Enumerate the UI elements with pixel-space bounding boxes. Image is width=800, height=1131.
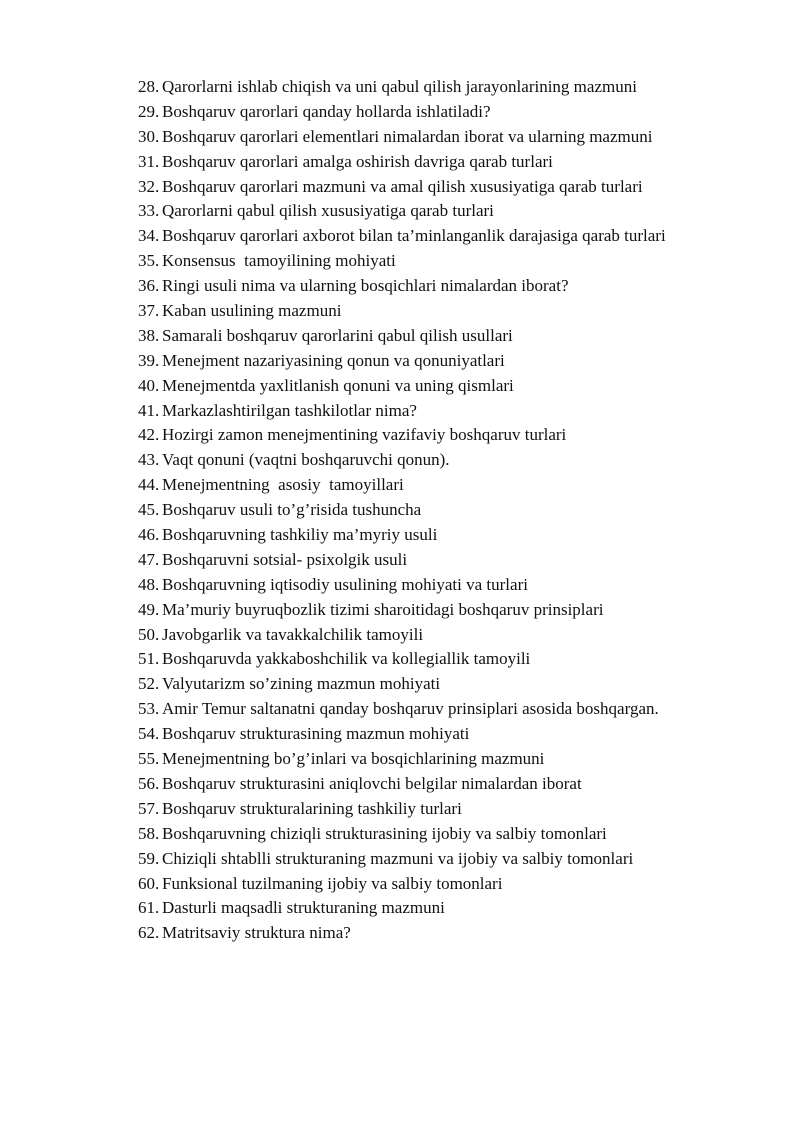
question-text: Boshqaruvda yakkaboshchilik va kollegiallik tamoyili — [162, 649, 531, 669]
question-item — [138, 672, 666, 697]
question-text: Boshqaruvning iqtisodiy usulining mohiyati va turlari — [162, 574, 528, 594]
question-number: 28. — [138, 77, 160, 96]
question-number: 60. — [138, 873, 160, 893]
question-number: 40. — [138, 375, 160, 395]
question-text: Chiziqli shtablli strukturaning mazmuni va ijobiy va salbiy tomonlari — [162, 848, 634, 868]
question-number: 54. — [138, 724, 160, 744]
question-item — [138, 921, 666, 946]
question-item — [138, 896, 666, 921]
question-number: 57. — [138, 798, 160, 818]
question-number: 36. — [138, 276, 160, 296]
question-number: 62. — [138, 923, 160, 943]
question-text: Vaqt qonuni (vaqtni boshqaruvchi qonun). — [162, 450, 450, 470]
question-text: Menejmentning bo’g’inlari va bosqichlarining mazmuni — [162, 749, 545, 769]
question-text: Funksional tuzilmaning ijobiy va salbiy tomonlari — [162, 873, 503, 893]
question-number: 45. — [138, 500, 160, 520]
question-item — [138, 274, 666, 299]
question-text: Ma’muriy buyruqbozlik tizimi sharoitidagi boshqaruv prinsiplari — [162, 599, 604, 619]
question-text: Menejment nazariyasining qonun va qonuniyatlari — [162, 350, 505, 370]
question-number: 35. — [138, 251, 160, 271]
question-text: Boshqaruv strukturasining mazmun mohiyati — [162, 724, 470, 744]
question-number: 43. — [138, 450, 160, 470]
question-text: Konsensus tamoyilining mohiyati — [162, 251, 396, 271]
question-item — [138, 548, 666, 573]
question-number: 51. — [138, 649, 160, 669]
question-item — [138, 498, 666, 523]
question-item — [138, 199, 666, 224]
question-item — [138, 349, 666, 374]
question-item — [138, 399, 666, 424]
question-number: 29. — [138, 101, 160, 121]
question-text: Samarali boshqaruv qarorlarini qabul qilish usullari — [162, 325, 513, 345]
question-item — [138, 75, 666, 100]
question-text: Hozirgi zamon menejmentining vazifaviy boshqaruv turlari — [162, 425, 567, 445]
question-text: Kaban usulining mazmuni — [162, 301, 342, 321]
question-text: Ringi usuli nima va ularning bosqichlari nimalardan iborat? — [162, 276, 569, 296]
question-item — [138, 573, 666, 598]
question-item — [138, 249, 666, 274]
question-number: 39. — [138, 350, 160, 370]
question-number: 56. — [138, 773, 160, 793]
question-number: 58. — [138, 823, 160, 843]
question-text: Menejmentning asosiy tamoyillari — [162, 475, 404, 495]
question-item — [138, 598, 666, 623]
question-item — [138, 374, 666, 399]
question-number: 59. — [138, 848, 160, 868]
question-text: Valyutarizm so’zining mazmun mohiyati — [162, 674, 441, 694]
question-text: Amir Temur saltanatni qanday boshqaruv prinsiplari asosida boshqargan. — [162, 699, 659, 719]
question-number: 32. — [138, 176, 160, 196]
question-item — [138, 224, 666, 249]
question-text: Boshqaruv usuli to’g’risida tushuncha — [162, 500, 422, 520]
question-text: Boshqaruvning tashkiliy ma’myriy usuli — [162, 525, 438, 545]
question-item — [138, 847, 666, 872]
question-item — [138, 872, 666, 897]
question-number: 38. — [138, 325, 160, 345]
question-text: Menejmentda yaxlitlanish qonuni va uning qismlari — [162, 375, 514, 395]
question-item — [138, 523, 666, 548]
question-item — [138, 623, 666, 648]
question-number: 55. — [138, 749, 160, 769]
question-number: 37. — [138, 301, 160, 321]
question-item — [138, 747, 666, 772]
question-text: Boshqaruvning chiziqli strukturasining ijobiy va salbiy tomonlari — [162, 823, 607, 843]
question-item — [138, 473, 666, 498]
question-item — [138, 697, 666, 722]
question-item — [138, 772, 666, 797]
question-item — [138, 100, 666, 125]
question-number: 34. — [138, 226, 160, 246]
question-text: Boshqaruv qarorlari mazmuni va amal qilish xususiyatiga qarab turlari — [162, 176, 643, 196]
question-number: 48. — [138, 574, 160, 594]
question-number: 46. — [138, 525, 160, 545]
question-text: Qarorlarni qabul qilish xususiyatiga qarab turlari — [162, 201, 494, 221]
question-text: Boshqaruv qarorlari axborot bilan ta’minlanganlik darajasiga qarab turlari — [162, 226, 666, 246]
question-number: 41. — [138, 400, 160, 420]
question-number: 33. — [138, 201, 160, 221]
question-list — [138, 75, 666, 946]
question-text: Boshqaruv strukturasini aniqlovchi belgilar nimalardan iborat — [162, 773, 582, 793]
question-number: 42. — [138, 425, 160, 445]
question-text: Qarorlarni ishlab chiqish va uni qabul qilish jarayonlarining mazmuni — [162, 77, 637, 96]
question-text: Matritsaviy struktura nima? — [162, 923, 351, 943]
question-text: Dasturli maqsadli strukturaning mazmuni — [162, 898, 445, 918]
question-text: Boshqaruv qarorlari elementlari nimalardan iborat va ularning mazmuni — [162, 126, 653, 146]
question-item — [138, 722, 666, 747]
question-number: 61. — [138, 898, 160, 918]
question-item — [138, 448, 666, 473]
question-number: 47. — [138, 549, 160, 569]
question-text: Boshqaruv qarorlari qanday hollarda ishlatiladi? — [162, 101, 491, 121]
question-item — [138, 150, 666, 175]
question-number: 53. — [138, 699, 160, 719]
question-item — [138, 423, 666, 448]
question-number: 44. — [138, 475, 160, 495]
question-item — [138, 125, 666, 150]
question-item — [138, 822, 666, 847]
question-text: Boshqaruv qarorlari amalga oshirish davriga qarab turlari — [162, 151, 553, 171]
question-text: Markazlashtirilgan tashkilotlar nima? — [162, 400, 417, 420]
question-item — [138, 299, 666, 324]
question-number: 50. — [138, 624, 160, 644]
question-number: 49. — [138, 599, 160, 619]
question-item — [138, 647, 666, 672]
question-text: Boshqaruvni sotsial- psixolgik usuli — [162, 549, 408, 569]
question-item — [138, 797, 666, 822]
question-item — [138, 175, 666, 200]
question-text: Boshqaruv strukturalarining tashkiliy turlari — [162, 798, 462, 818]
question-item — [138, 324, 666, 349]
question-number: 52. — [138, 674, 160, 694]
question-number: 30. — [138, 126, 160, 146]
question-number: 31. — [138, 151, 160, 171]
question-text: Javobgarlik va tavakkalchilik tamoyili — [162, 624, 424, 644]
